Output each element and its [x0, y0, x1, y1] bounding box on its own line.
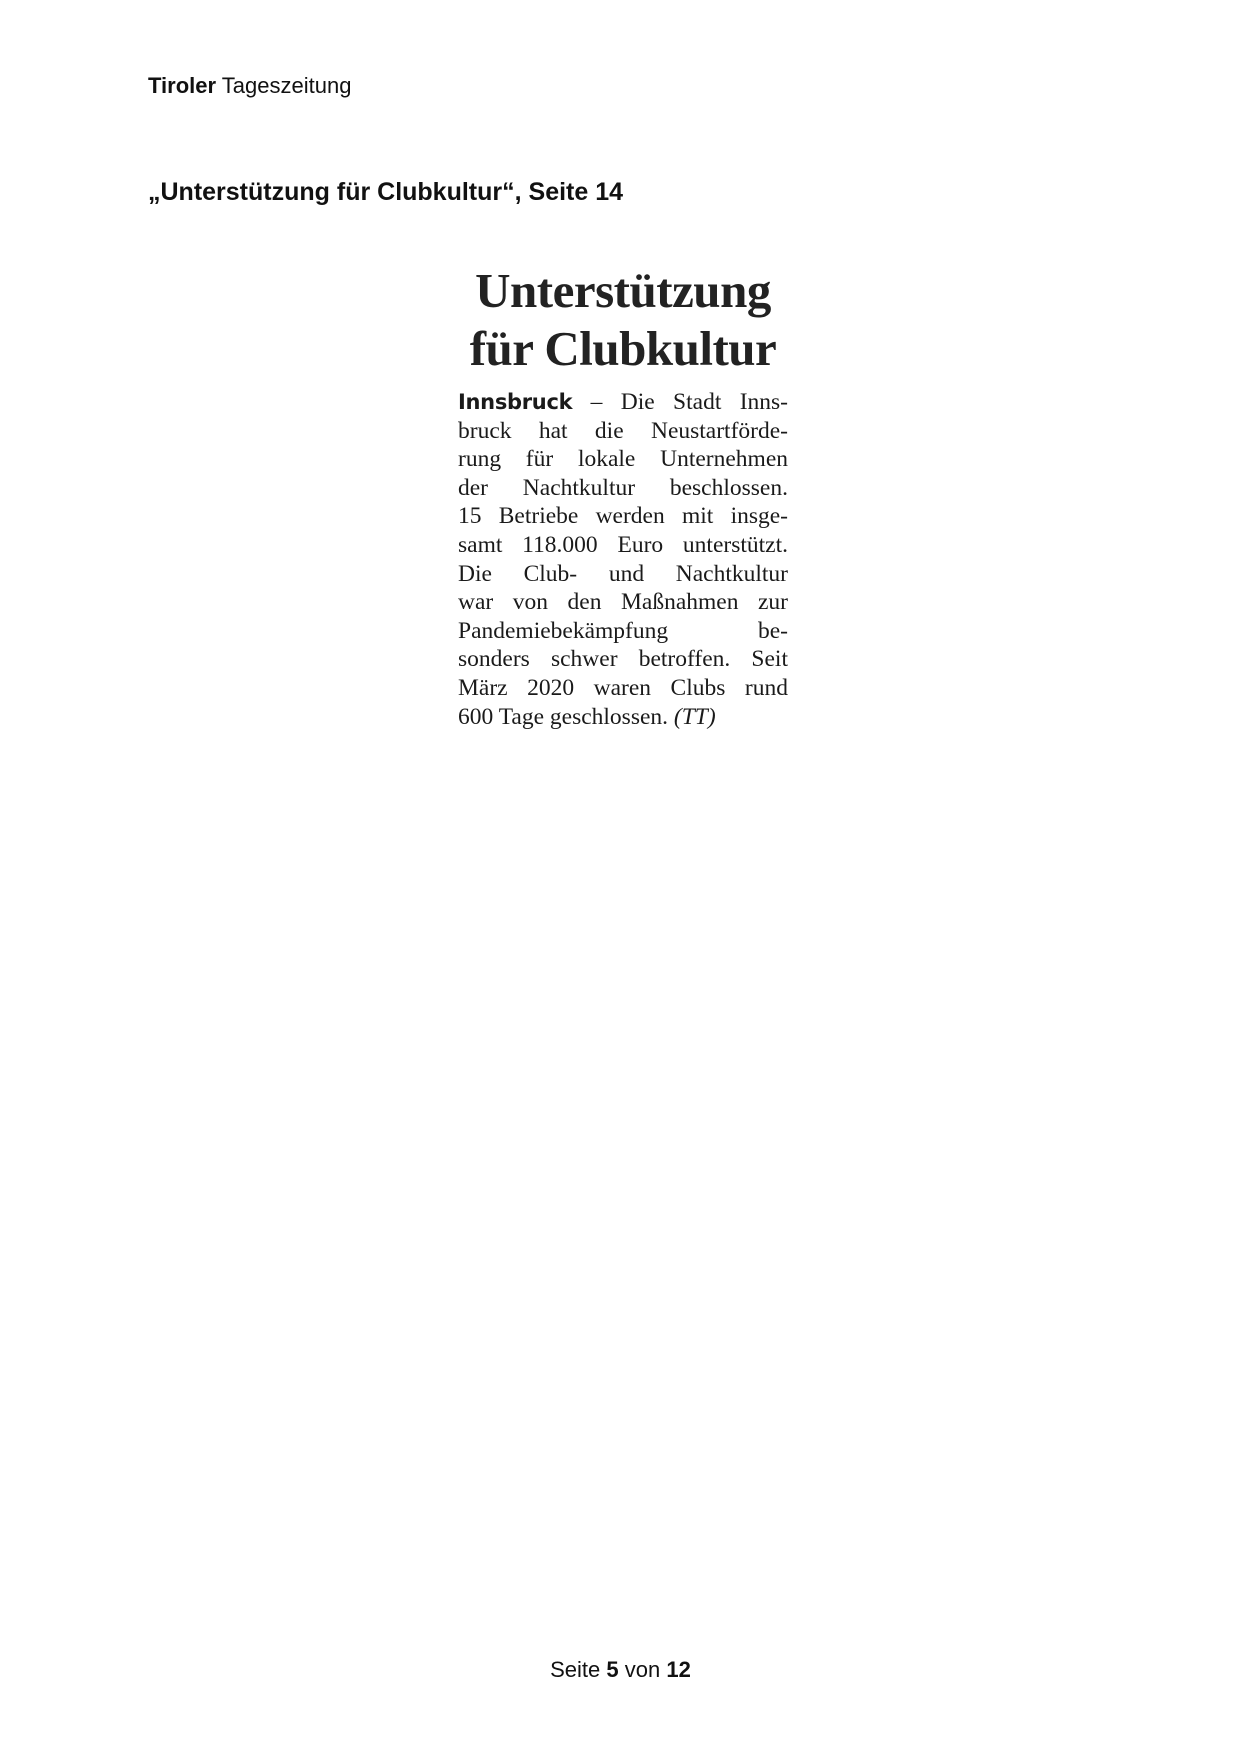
- page-label: Seite: [550, 1657, 601, 1682]
- newspaper-clipping: [458, 262, 788, 731]
- body-line: [458, 388, 788, 417]
- publication-name-bold: Tiroler: [148, 73, 217, 98]
- total-page-number: 12: [666, 1657, 691, 1682]
- body-line: war von den Maßnahmen zur: [458, 589, 788, 616]
- publication-header: [148, 72, 351, 100]
- body-line: Die Club- und Nachtkultur: [458, 560, 788, 587]
- page-footer: [0, 1656, 1241, 1684]
- dateline-dash: –: [590, 389, 603, 415]
- author-tag: (TT): [673, 703, 716, 730]
- body-line: sonders schwer betroffen. Seit: [458, 646, 788, 673]
- article-reference: „Unterstützung für Clubkultur“, Seite 14: [148, 178, 624, 206]
- page-of-label: von: [624, 1657, 661, 1682]
- publication-name-regular: Tageszeitung: [221, 73, 352, 98]
- body-line-text: Die Stadt Inns-: [620, 389, 788, 415]
- headline-line-2: für Clubkultur: [469, 321, 777, 376]
- body-line: der Nachtkultur beschlossen.: [458, 474, 788, 501]
- dateline: Innsbruck: [458, 390, 573, 414]
- body-line: 15 Betriebe werden mit insge-: [458, 503, 788, 530]
- clipping-headline: [458, 262, 788, 378]
- headline-line-1: Unterstützung: [475, 263, 771, 318]
- body-line: bruck hat die Neustartförde-: [458, 417, 788, 444]
- body-line: rung für lokale Unternehmen: [458, 446, 788, 473]
- current-page-number: 5: [606, 1657, 619, 1682]
- body-line: [458, 703, 788, 732]
- body-line: März 2020 waren Clubs rund: [458, 674, 788, 701]
- clipping-body: [458, 388, 788, 731]
- body-line-text: 600 Tage geschlossen.: [458, 703, 669, 730]
- body-line: Pandemiebekämpfung be-: [458, 617, 788, 644]
- body-line: samt 118.000 Euro unterstützt.: [458, 531, 788, 558]
